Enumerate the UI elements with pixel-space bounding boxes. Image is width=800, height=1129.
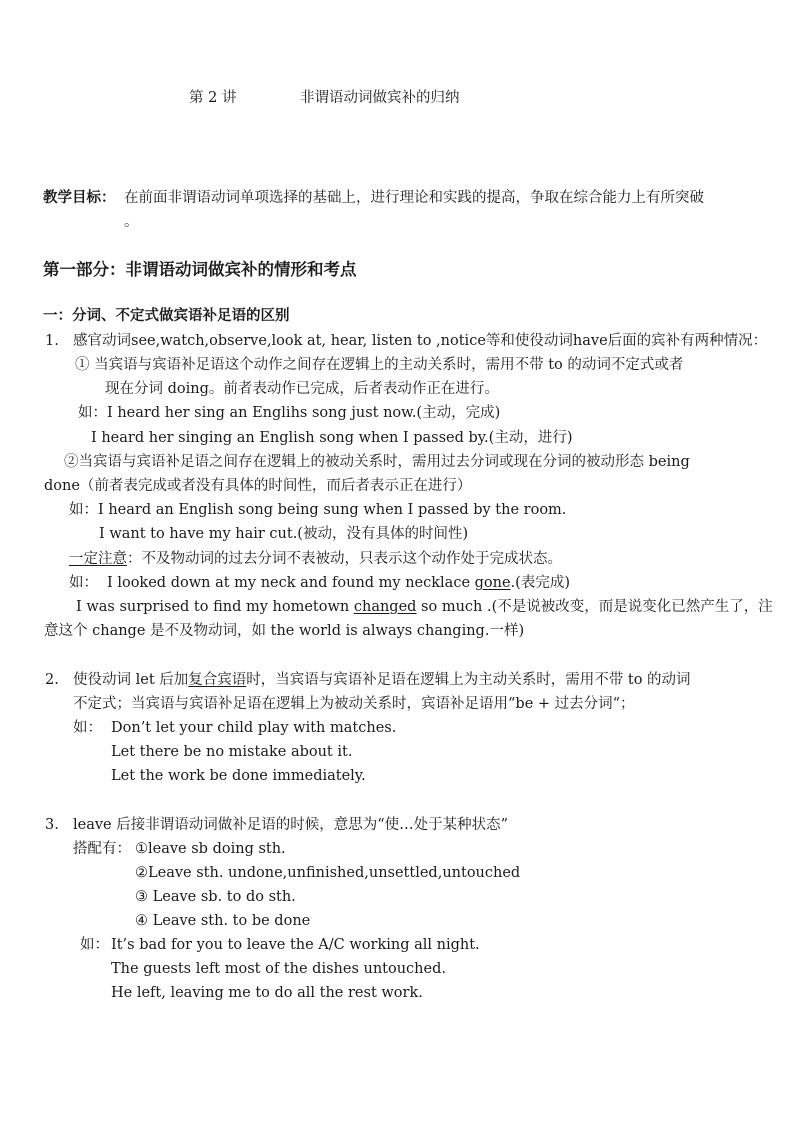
item2-example3: Let the work be done immediately. bbox=[111, 768, 366, 784]
note-text: ：不及物动词的过去分词不表被动，只表示这个动作处于完成状态。 bbox=[127, 551, 562, 567]
item3-collocation-4: ④ Leave sth. to be done bbox=[135, 913, 311, 929]
example5-pre: I looked down at my neck and found my necklace bbox=[107, 575, 475, 591]
note-label: 一定注意 bbox=[69, 551, 127, 567]
item3-collocation-1: ①leave sb doing sth. bbox=[135, 841, 286, 857]
item2-example2: Let there be no mistake about it. bbox=[111, 744, 353, 760]
item3-intro: leave 后接非谓语动词做补足语的时候，意思为“使…处于某种状态” bbox=[73, 817, 509, 833]
item3-example-label: 如： bbox=[80, 937, 109, 953]
example6-underlined: changed bbox=[353, 599, 417, 615]
part1-heading: 第一部分：非谓语动词做宾补的情形和考点 bbox=[43, 260, 357, 279]
example6-pre: I was surprised to find my hometown bbox=[76, 599, 354, 615]
item1-number: 1. bbox=[45, 333, 59, 349]
item3-collocation-3: ③ Leave sb. to do sth. bbox=[135, 889, 296, 905]
item2-line1 bbox=[73, 670, 691, 690]
item1-example-label-3: 如： bbox=[69, 575, 98, 591]
item1-example6-line2: 意这个 change 是不及物动词，如 the world is always changing.一样) bbox=[44, 623, 525, 639]
item2-example-label: 如： bbox=[73, 720, 102, 736]
item3-collocation-label: 搭配有： bbox=[73, 841, 131, 857]
item2-line1-post: 时，当宾语与宾语补足语在逻辑上为主动关系时，需用不带 to 的动词 bbox=[246, 672, 691, 688]
item1-case2-line2: done（前者表完成或者没有具体的时间性，而后者表示正在进行） bbox=[44, 478, 472, 494]
item1-example2: I heard her singing an English song when I passed by.(主动，进行) bbox=[91, 430, 573, 446]
goal-label: 教学目标： bbox=[43, 190, 116, 206]
item3-example2: The guests left most of the dishes untouched. bbox=[111, 961, 446, 977]
item2-line1-underlined: 复合宾语 bbox=[188, 672, 247, 688]
item3-example3: He left, leaving me to do all the rest work. bbox=[111, 985, 423, 1001]
lecture-number: 第 2 讲 bbox=[189, 90, 237, 106]
item1-example4: I want to have my hair cut.(被动，没有具体的时间性) bbox=[99, 526, 469, 542]
item3-number: 3. bbox=[45, 817, 59, 833]
item1-case2-line1: ②当宾语与宾语补足语之间存在逻辑上的被动关系时，需用过去分词或现在分词的被动形态 being bbox=[64, 454, 690, 470]
item1-intro: 感官动词see,watch,observe,look at, hear, listen to ,notice等和使役动词have后面的宾补有两种情况： bbox=[73, 333, 768, 349]
example6-post: so much .(不是说被改变，而是说变化已然产生了，注 bbox=[416, 599, 773, 615]
item1-example-label: 如： bbox=[78, 405, 107, 421]
item1-case1-line1: ① 当宾语与宾语补足语这个动作之间存在逻辑上的主动关系时，需用不带 to 的动词不定式或者 bbox=[75, 357, 684, 373]
item1-example3: I heard an English song being sung when I passed by the room. bbox=[98, 502, 567, 518]
item3-collocation-2: ②Leave sth. undone,unfinished,unsettled,untouched bbox=[135, 865, 521, 881]
goal-text: 在前面非谓语动词单项选择的基础上，进行理论和实践的提高，争取在综合能力上有所突破 bbox=[124, 190, 704, 206]
item1-note bbox=[69, 549, 562, 569]
goal-tail: 。 bbox=[124, 214, 139, 230]
lecture-topic: 非谓语动词做宾补的归纳 bbox=[300, 90, 460, 106]
example5-underlined: gone bbox=[474, 575, 511, 591]
item2-line2: 不定式；当宾语与宾语补足语在逻辑上为被动关系时，宾语补足语用“be + 过去分词“； bbox=[73, 696, 635, 712]
section1-heading: 一：分词、不定式做宾语补足语的区别 bbox=[43, 308, 290, 324]
item1-case1-line2: 现在分词 doing。前者表动作已完成，后者表动作正在进行。 bbox=[105, 381, 499, 397]
example5-post: .(表完成) bbox=[510, 575, 571, 591]
item1-example-label-2: 如： bbox=[69, 502, 98, 518]
item1-example5 bbox=[107, 573, 570, 593]
item2-number: 2. bbox=[45, 672, 59, 688]
item2-example1: Don’t let your child play with matches. bbox=[111, 720, 397, 736]
item1-example6 bbox=[76, 597, 773, 617]
item3-example1: It’s bad for you to leave the A/C working all night. bbox=[111, 937, 480, 953]
item2-line1-pre: 使役动词 let 后加 bbox=[73, 672, 189, 688]
item1-example1: I heard her sing an Englihs song just now.(主动，完成) bbox=[107, 405, 501, 421]
